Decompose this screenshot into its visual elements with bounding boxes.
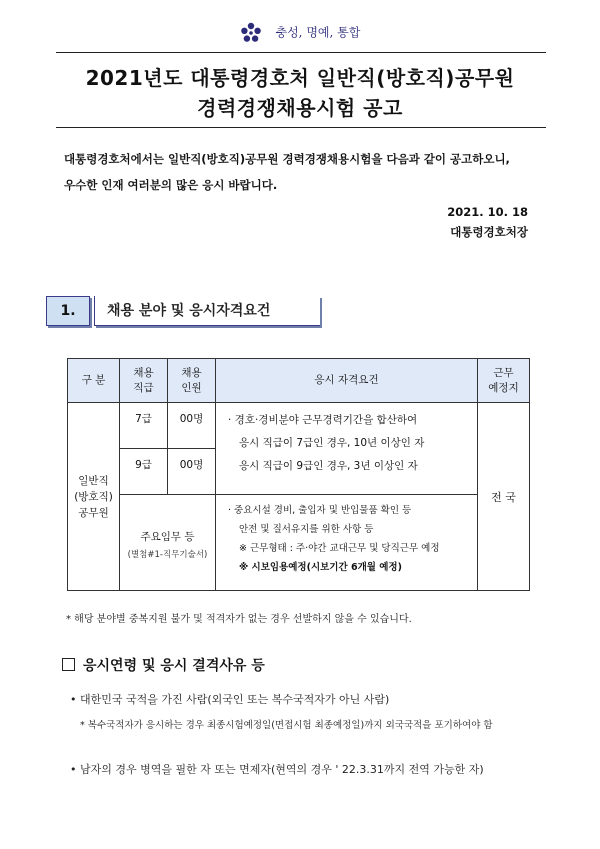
list-item: • 남자의 경우 병역을 필한 자 또는 면제자(현역의 경우 ' 22.3.31까지 전역 가능한 자)	[70, 763, 484, 776]
section-title: 채용 분야 및 응시자격요건	[94, 296, 320, 326]
recruitment-table	[67, 358, 530, 591]
duty-line: ※ 시보임용예정(시보기간 6개월 예정)	[239, 562, 402, 573]
intro-line2: 우수한 인재 여러분의 많은 응시 바랍니다.	[64, 178, 278, 192]
category-cell: 일반직 (방호직) 공무원	[68, 403, 120, 591]
top-rule	[56, 52, 546, 53]
requirement-line: · 경호·경비분야 근무경력기간을 합산하여	[228, 414, 418, 426]
count-cell: 00명	[168, 403, 216, 449]
table-row	[68, 403, 530, 449]
list-item-note: * 복수국적자가 응시하는 경우 최종시험예정일(면접시험 최종예정일)까지 외국국적을 포기하여야 함	[80, 720, 493, 731]
announcement-date: 2021. 10. 18	[447, 205, 528, 219]
grade-cell: 7급	[120, 403, 168, 449]
location-cell: 전 국	[478, 403, 530, 591]
table-note: * 해당 분야별 중복지원 불가 및 적격자가 없는 경우 선발하지 않을 수 있습니다.	[66, 614, 412, 625]
grade-cell: 9급	[120, 449, 168, 495]
list-item: • 대한민국 국적을 가진 사람(외국인 또는 복수국적자가 아닌 사람)	[70, 693, 390, 706]
duty-line: 안전 및 질서유지를 위한 사항 등	[239, 524, 374, 535]
presidential-security-emblem-icon	[240, 22, 262, 44]
issuer: 대통령경호처장	[450, 225, 528, 239]
header-motto	[0, 22, 600, 44]
header-requirements: 응시 자격요건	[216, 359, 478, 403]
title-rule	[56, 127, 546, 128]
checkbox-square-icon	[62, 658, 75, 671]
duties-cell	[216, 495, 478, 591]
duty-line: ※ 근무형태 : 주·야간 교대근무 및 당직근무 예정	[239, 543, 440, 554]
header-grade: 채용 직급	[120, 359, 168, 403]
section2-title-text: 응시연령 및 응시 결격사유 등	[83, 658, 265, 674]
table-row	[68, 495, 530, 591]
requirements-cell	[216, 403, 478, 495]
section2-title	[62, 655, 265, 675]
header-category: 구 분	[68, 359, 120, 403]
header-count: 채용 인원	[168, 359, 216, 403]
page-title-line2: 경력경쟁채용시험 공고	[197, 96, 403, 120]
page-title-line1: 2021년도 대통령경호처 일반직(방호직)공무원	[85, 66, 515, 90]
count-cell: 00명	[168, 449, 216, 495]
duties-sub-label: (별첨#1-직무기술서)	[127, 549, 208, 560]
header-location: 근무 예정지	[478, 359, 530, 403]
intro-line1: 대통령경호처에서는 일반직(방호직)공무원 경력경쟁채용시험을 다음과 같이 공고하오니,	[64, 152, 510, 166]
duties-label-cell	[120, 495, 216, 591]
duty-line: · 중요시설 경비, 출입자 및 반입물품 확인 등	[228, 505, 412, 516]
section-number: 1.	[46, 296, 90, 326]
duties-label: 주요임무 등	[140, 530, 195, 543]
motto-text: 충성, 명예, 통합	[275, 25, 361, 40]
table-header-row	[68, 359, 530, 403]
requirement-line: 응시 직급이 7급인 경우, 10년 이상인 자	[239, 437, 425, 449]
requirement-line: 응시 직급이 9급인 경우, 3년 이상인 자	[239, 460, 418, 472]
